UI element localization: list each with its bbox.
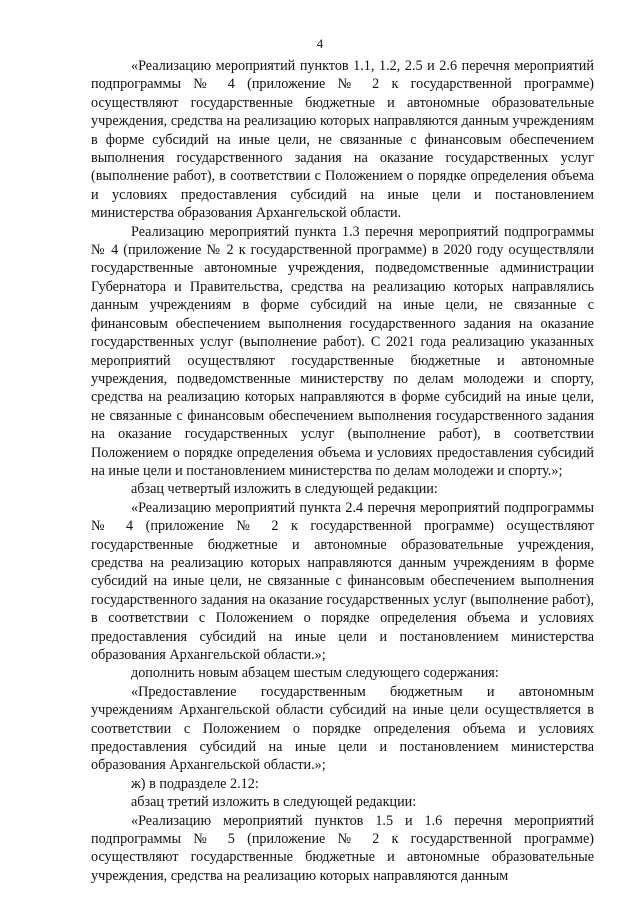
paragraph-amendment-text-1: «Реализацию мероприятий пунктов 1.1, 1.2, 2.5 и 2.6 перечня мероприятий подпрограммы № 4 (приложение № 2 к государственной программе) осуществляют государственные бюджетные и автономные образовательные учреждения, средства на реализацию которых направляются данным учреждениям в форме субсидий на иные цели, не связанные с финансовым обеспечением выполнения государственного задания на оказание государственных услуг (выполнение работ), в соответствии с Положением о порядке определения объема и условиях предоставления субсидий на иные цели и постановлением министерства образования Архангельской области. <box>91 58 594 222</box>
paragraph-subsection-heading: ж) в подразделе 2.12: <box>131 775 259 792</box>
page-number: 4 <box>316 36 324 51</box>
paragraph-amendment-text-4: «Предоставление государственным бюджетным и автономным учреждениям Архангельской области субсидий на иные цели осуществляется в соответствии с Положением о порядке определения объема и условиях предоставления субсидий на иные цели и постановлением министерства образования Архангельской области.»; <box>91 683 594 774</box>
document-body <box>91 57 594 885</box>
paragraph-amendment-text-3: «Реализацию мероприятий пункта 2.4 перечня мероприятий подпрограммы № 4 (приложение № 2 к государственной программе) осуществляют государственные бюджетные и автономные образовательные учреждения, средства на реализацию которых направляются данным учреждениям в форме субсидий на иные цели, не связанные с финансовым обеспечением выполнения государственного задания на оказание государственных услуг (выполнение работ), в соответствии с Положением о порядке определения объема и условиях предоставления субсидий на иные цели и постановлением министерства образования Архангельской области.»; <box>91 499 594 663</box>
paragraph-instruction-3rd: абзац третий изложить в следующей редакции: <box>131 794 417 811</box>
paragraph-amendment-text-2: Реализацию мероприятий пункта 1.3 перечня мероприятий подпрограммы № 4 (приложение № 2 к государственной программе) в 2020 году осуществляли государственные автономные учреждения, подведомственные администрации Губернатора и Правительства, средства на реализацию которых направлялись данным учреждениям в форме субсидий на иные цели, не связанные с финансовым обеспечением выполнения государственного задания на оказание государственных услуг (выполнение работ). С 2021 года реализацию указанных мероприятий осуществляют государственные бюджетные и автономные учреждения, подведомственные министерству по делам молодежи и спорту, средства на реализацию которых направляются в форме субсидий на иные цели, не связанные с финансовым обеспечением выполнения государственного задания на оказание государственных услуг (выполнение работ), в соответствии Положением о порядке определения объема и условиях предоставления субсидий на иные цели и постановлением министерства по делам молодежи и спорту.»; <box>91 223 594 479</box>
paragraph-instruction-4th: абзац четвертый изложить в следующей редакции: <box>131 481 438 498</box>
paragraph-amendment-text-5: «Реализацию мероприятий пунктов 1.5 и 1.6 перечня мероприятий подпрограммы № 5 (приложение № 2 к государственной программе) осуществляют государственные бюджетные и автономные образовательные учреждения, средства на реализацию которых направляются данным <box>91 812 594 884</box>
paragraph-instruction-6th: дополнить новым абзацем шестым следующего содержания: <box>131 665 499 682</box>
